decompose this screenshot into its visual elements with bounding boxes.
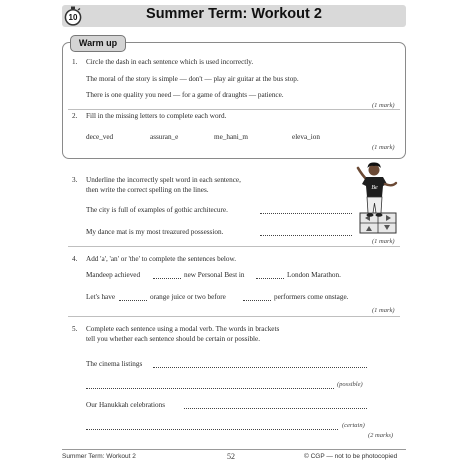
- q5-tag-b: (certain): [342, 422, 365, 429]
- q5-prompt-a: The cinema listings: [86, 360, 143, 368]
- q4-marks: (1 mark): [372, 307, 395, 314]
- q5-prompt-b: Our Hanukkah celebrations: [86, 401, 166, 409]
- q4-number: 4.: [72, 255, 78, 263]
- q3-answer-line-b[interactable]: [260, 228, 352, 236]
- q4-instruction: Add 'a', 'an' or 'the' to complete the sentences below.: [86, 255, 237, 263]
- q3-instruction-line2: then write the correct spelling on the lines.: [86, 186, 209, 194]
- q4-s1-part2: new Personal Best in: [184, 271, 245, 279]
- q5-tag-a: (possible): [337, 381, 363, 388]
- page-title: Summer Term: Workout 2: [146, 6, 322, 22]
- q4-blank-1[interactable]: [153, 271, 181, 279]
- divider: [68, 109, 400, 110]
- q5-answer-line-a1[interactable]: [153, 360, 367, 368]
- q3-marks: (1 mark): [372, 238, 395, 245]
- q3-sentence-b[interactable]: My dance mat is my most treazured possession.: [86, 228, 224, 236]
- q2-number: 2.: [72, 112, 78, 120]
- q4-blank-2[interactable]: [256, 271, 284, 279]
- q1-number: 1.: [72, 58, 78, 66]
- q4-blank-4[interactable]: [243, 293, 271, 301]
- page-number: 52: [227, 452, 235, 461]
- q5-answer-line-a2[interactable]: [86, 381, 334, 389]
- footer-rule: [62, 449, 406, 450]
- q5-answer-line-b1[interactable]: [184, 401, 367, 409]
- q2-word-4[interactable]: eleva_ion: [292, 133, 320, 141]
- q5-number: 5.: [72, 325, 78, 333]
- q5-answer-line-b2[interactable]: [86, 422, 338, 430]
- q3-sentence-a[interactable]: The city is full of examples of gothic architecure.: [86, 206, 228, 214]
- stopwatch-minutes: 10: [68, 13, 78, 23]
- q2-instruction: Fill in the missing letters to complete each word.: [86, 112, 227, 120]
- q2-word-1[interactable]: dece_ved: [86, 133, 114, 141]
- q2-marks: (1 mark): [372, 144, 395, 151]
- q3-number: 3.: [72, 176, 78, 184]
- warmup-label: Warm up: [70, 35, 126, 52]
- divider: [68, 246, 400, 247]
- q4-blank-3[interactable]: [119, 293, 147, 301]
- q4-s1-part3: London Marathon.: [287, 271, 341, 279]
- q1-marks: (1 mark): [372, 102, 395, 109]
- footer-left: Summer Term: Workout 2: [62, 453, 136, 460]
- q2-word-2[interactable]: assuran_e: [150, 133, 179, 141]
- q4-s2-part2: orange juice or two before: [150, 293, 226, 301]
- q1-sentence-b[interactable]: There is one quality you need — for a game of draughts — patience.: [86, 91, 284, 99]
- q1-instruction: Circle the dash in each sentence which is used incorrectly.: [86, 58, 254, 66]
- q4-s2-part1: Let's have: [86, 293, 116, 301]
- footer-right: © CGP — not to be photocopied: [304, 453, 398, 460]
- q2-word-3[interactable]: me_hani_m: [214, 133, 248, 141]
- q5-marks: (2 marks): [368, 432, 394, 439]
- divider: [68, 316, 400, 317]
- q1-sentence-a[interactable]: The moral of the story is simple — don't — play air guitar at the bus stop.: [86, 75, 299, 83]
- q3-instruction-line1: Underline the incorrectly spelt word in each sentence,: [86, 176, 241, 184]
- dancer-illustration: [352, 160, 404, 240]
- svg-text:Be: Be: [371, 185, 378, 191]
- q4-s1-part1: Mandeep achieved: [86, 271, 141, 279]
- q3-answer-line-a[interactable]: [260, 206, 352, 214]
- q4-s2-part3: performers come onstage.: [274, 293, 349, 301]
- q5-instruction-line1: Complete each sentence using a modal verb. The words in brackets: [86, 325, 280, 333]
- q5-instruction-line2: tell you whether each sentence should be certain or possible.: [86, 335, 261, 343]
